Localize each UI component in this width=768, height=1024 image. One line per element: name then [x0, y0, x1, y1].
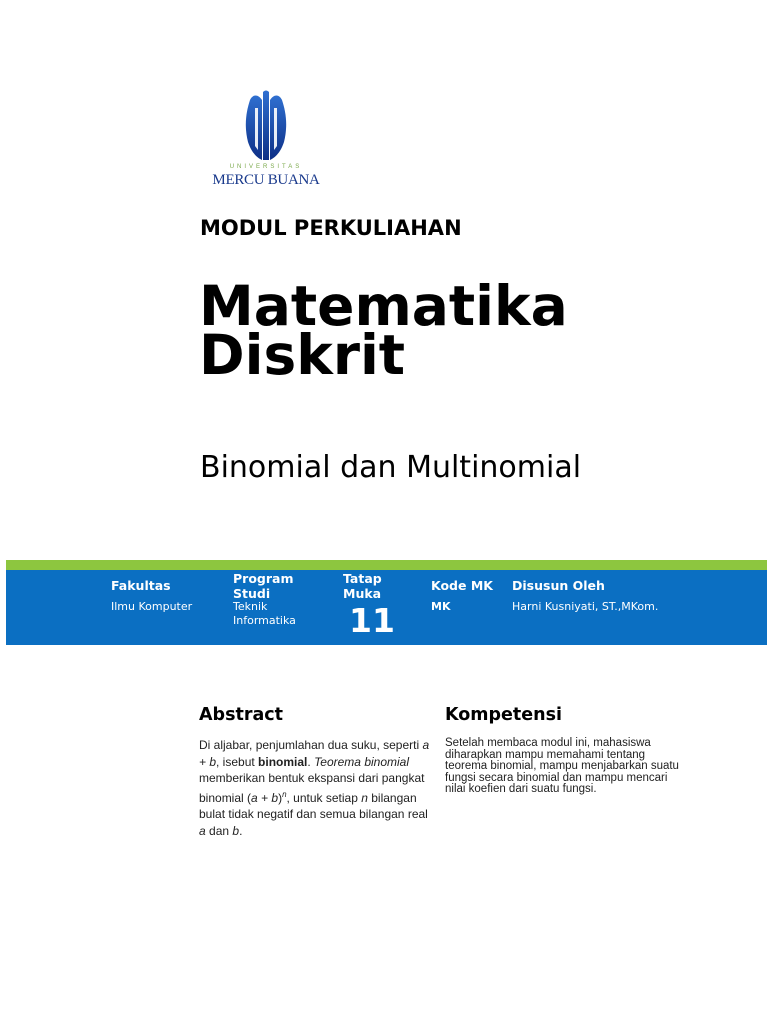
program-value-line-1: Teknik [233, 600, 268, 613]
program-studi-label [233, 571, 294, 601]
fakultas-value: Ilmu Komputer [111, 600, 193, 613]
page-title [199, 274, 568, 387]
green-stripe [6, 560, 767, 570]
logo-name-text: MERCU BUANA [212, 172, 320, 188]
kompetensi-text: Setelah membaca modul ini, mahasiswa diharapkan mampu memahami tentang teorema binomial, mampu menjabarkan suatu fungsi secara binomial dan mampu mencari nilai koefien dari suatu fungsi. [445, 737, 679, 795]
disusun-oleh-value: Harni Kusniyati, ST.,MKom. [512, 600, 659, 613]
mercu-buana-emblem-icon [244, 90, 288, 162]
kompetensi-heading: Kompetensi [445, 705, 563, 725]
tatap-muka-label [343, 571, 382, 601]
logo-universitas-text: UNIVERSITAS [229, 164, 303, 170]
info-band [6, 570, 767, 645]
abstract-text: Di aljabar, penjumlahan dua suku, seperti a + b, isebut binomial. Teorema binomial memberikan bentuk ekspansi dari pangkat binomial $(a + b)^n$, untuk setiap n bilangan bulat tidak negatif dan semua bilangan real a dan b. [199, 738, 430, 838]
program-studi-value [233, 600, 296, 628]
abstract-heading: Abstract [199, 705, 284, 725]
disusun-oleh-label: Disusun Oleh [512, 578, 605, 593]
kode-mk-label: Kode MK [431, 578, 493, 593]
fakultas-label: Fakultas [111, 578, 171, 593]
modul-label: MODUL PERKULIAHAN [200, 216, 462, 240]
page-subtitle: Binomial dan Multinomial [200, 450, 582, 485]
program-label-line-2: Studi [233, 586, 271, 601]
university-logo [198, 88, 334, 194]
title-line-2: Diskrit [199, 323, 406, 387]
tatap-label-line-1: Tatap [343, 571, 382, 586]
tatap-label-line-2: Muka [343, 586, 382, 601]
title-line-1: Matematika [199, 274, 568, 338]
program-value-line-2: Informatika [233, 614, 296, 627]
kode-mk-value: MK [431, 600, 451, 613]
program-label-line-1: Program [233, 571, 294, 586]
tatap-muka-value: 11 [349, 601, 395, 640]
